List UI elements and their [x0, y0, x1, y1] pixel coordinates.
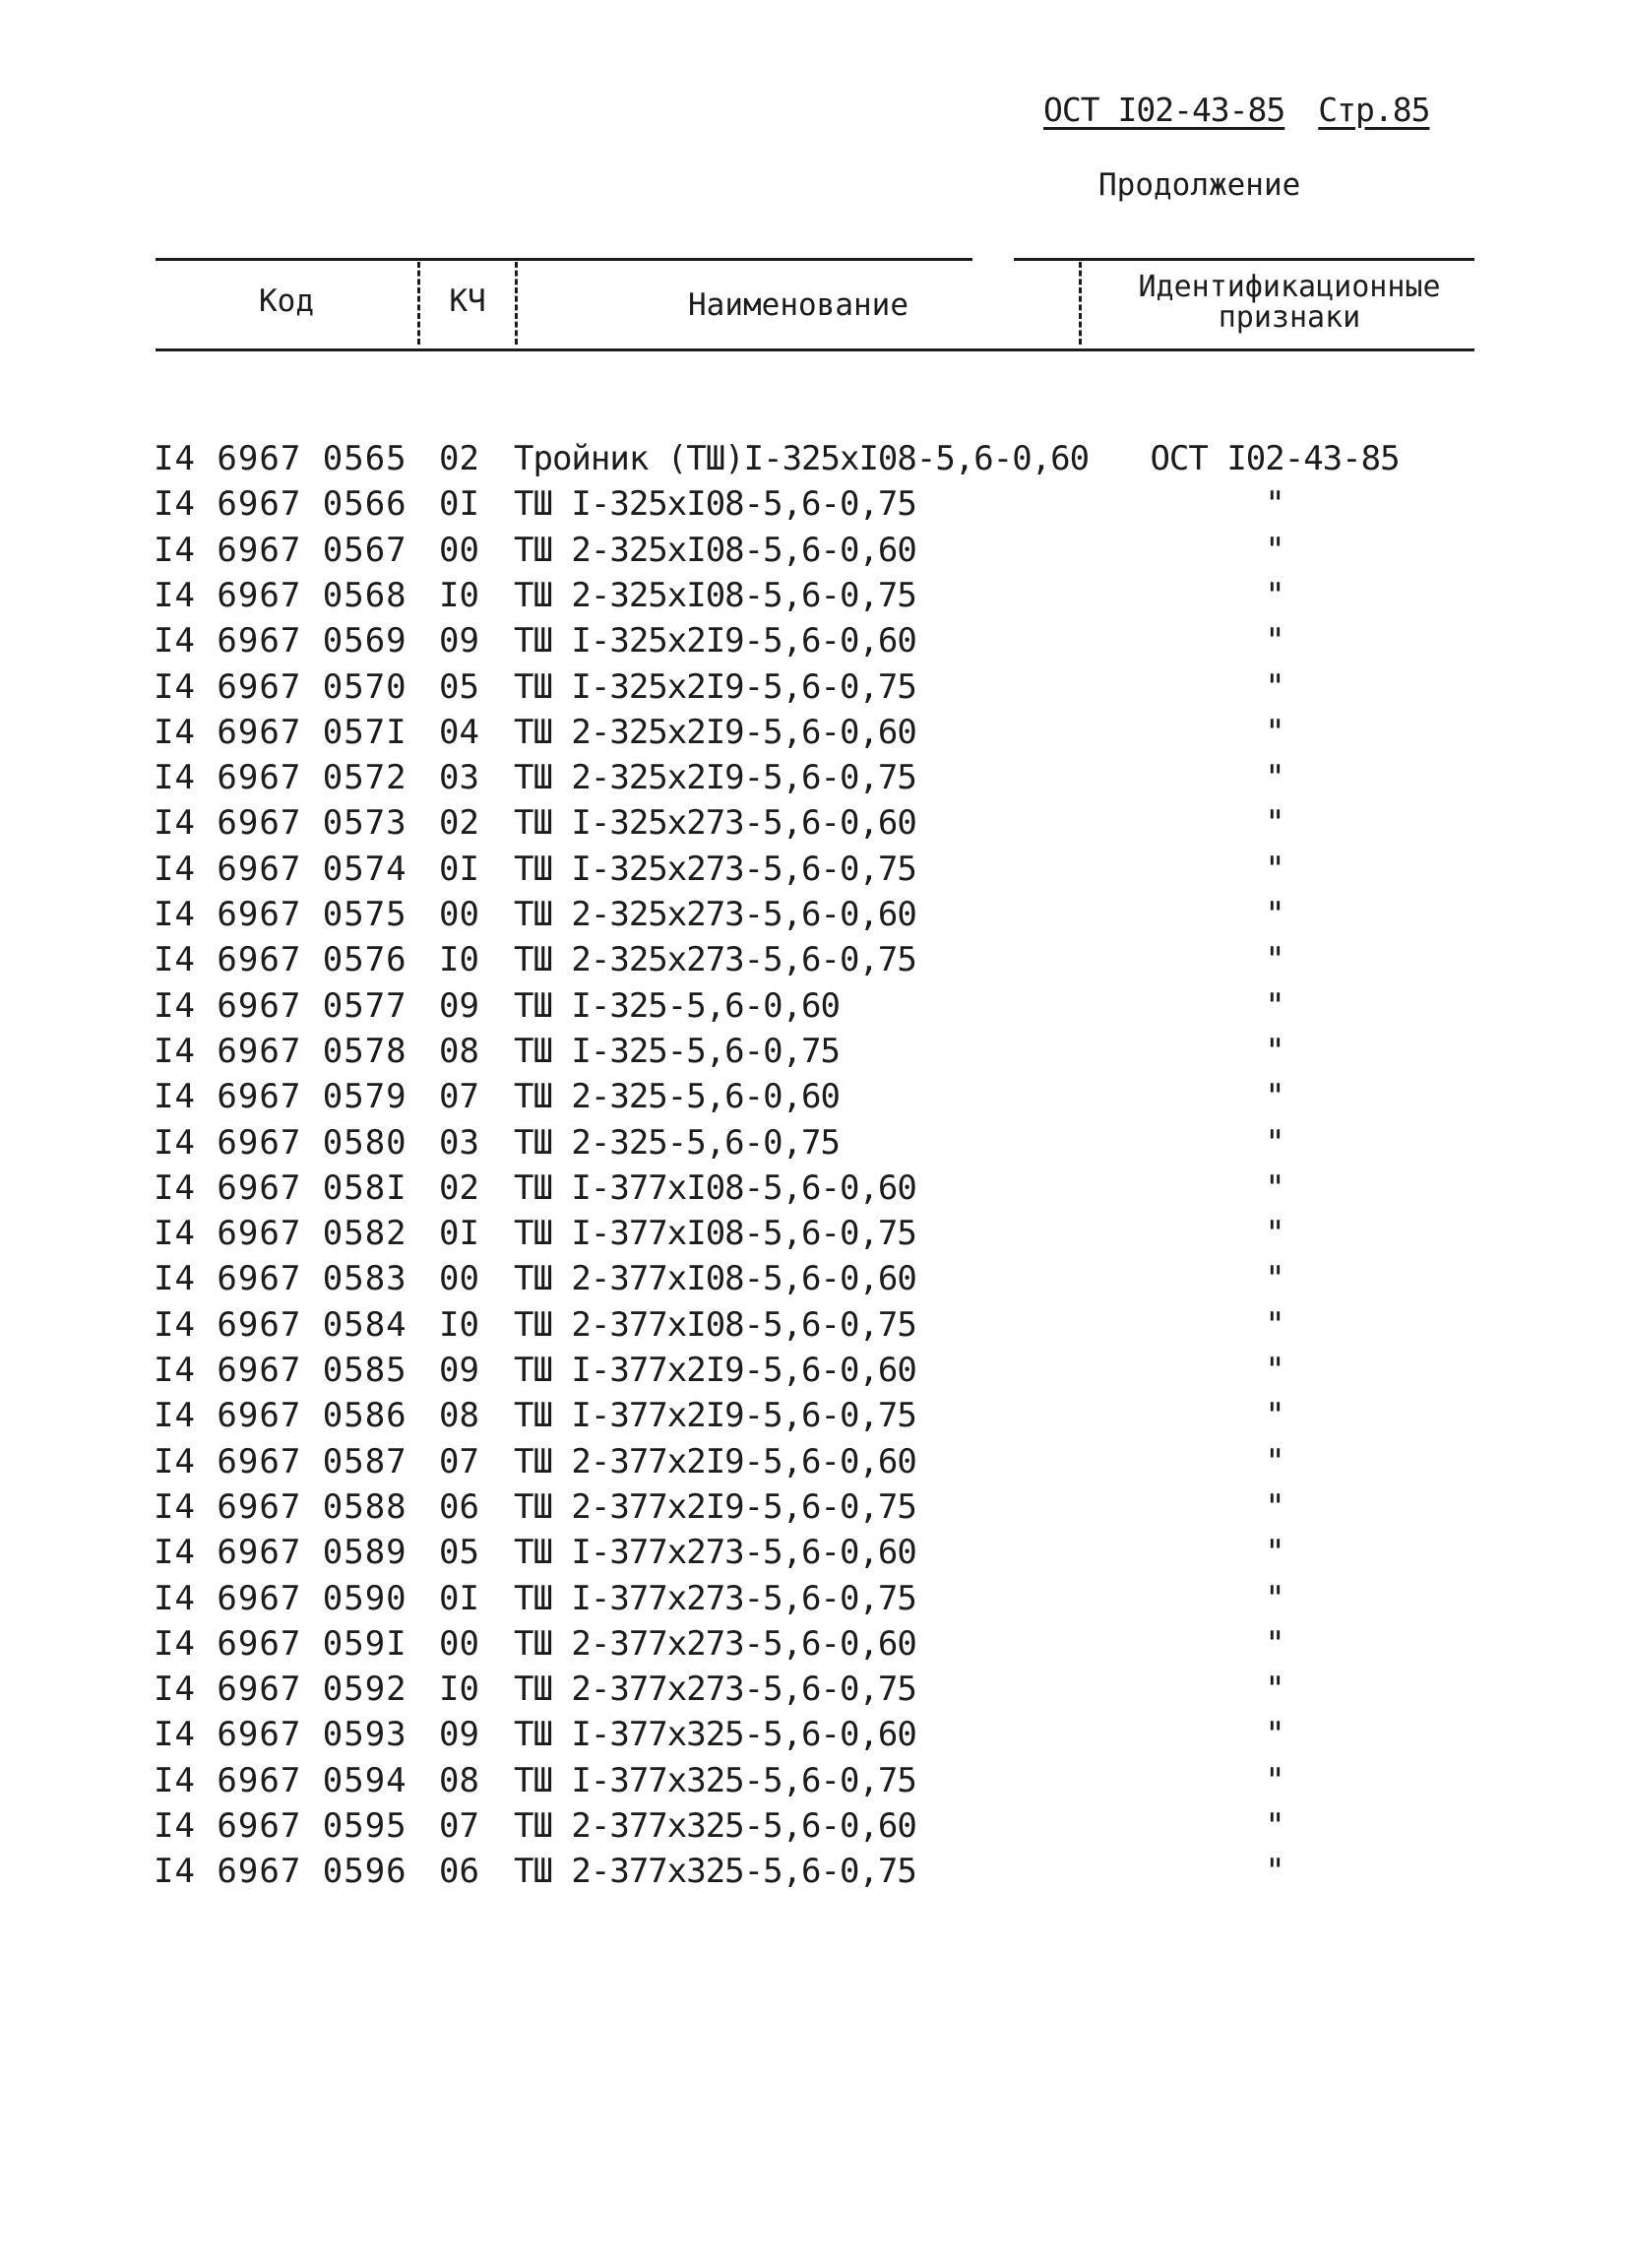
cell-code: I4 6967 0567 — [154, 530, 407, 570]
cell-ident: " — [1265, 1760, 1284, 1800]
cell-kch: 06 — [439, 1852, 479, 1892]
table-row — [0, 1259, 1628, 1304]
cell-ident: " — [1265, 1396, 1284, 1436]
cell-code: I4 6967 0586 — [154, 1396, 407, 1436]
cell-code: I4 6967 0578 — [154, 1031, 407, 1071]
cell-ident: " — [1265, 849, 1284, 889]
cell-name: ТШ 2-325х2I9-5,6-0,60 — [514, 712, 916, 752]
column-header-ident: Идентификационные признаки — [1138, 270, 1441, 335]
cell-name: ТШ 2-377х2I9-5,6-0,75 — [514, 1486, 916, 1527]
cell-name: ТШ 2-325хI08-5,6-0,60 — [514, 530, 916, 570]
table-row — [0, 1806, 1628, 1852]
cell-code: I4 6967 0572 — [154, 758, 407, 798]
cell-code: I4 6967 0577 — [154, 985, 407, 1026]
cell-code: I4 6967 0568 — [154, 575, 407, 615]
page-header — [1043, 91, 1430, 129]
standard-number: ОСТ I02-43-85 — [1043, 91, 1285, 129]
cell-kch: 0I — [439, 849, 479, 889]
cell-name: ТШ 2-377хI08-5,6-0,75 — [514, 1304, 916, 1345]
cell-kch: 02 — [439, 1167, 479, 1208]
cell-kch: I0 — [439, 575, 479, 615]
cell-ident: " — [1265, 1486, 1284, 1527]
cell-ident: " — [1265, 1670, 1284, 1710]
page-number: Стр.85 — [1318, 91, 1430, 129]
table-row — [0, 531, 1628, 576]
cell-code: I4 6967 0596 — [154, 1852, 407, 1892]
table-row — [0, 1579, 1628, 1624]
continuation-label: Продолжение — [1098, 167, 1301, 203]
cell-ident: " — [1265, 1351, 1284, 1390]
header-top-rule-right — [1014, 258, 1474, 261]
cell-name: ТШ I-377х273-5,6-0,75 — [514, 1578, 916, 1618]
table-row — [0, 1852, 1628, 1897]
table-row — [0, 667, 1628, 713]
cell-kch: 00 — [439, 1623, 479, 1664]
cell-code: I4 6967 0582 — [154, 1214, 407, 1254]
cell-code: I4 6967 0570 — [154, 666, 407, 707]
column-header-kch: КЧ — [449, 284, 486, 319]
cell-name: ТШ I-377х2I9-5,6-0,60 — [514, 1351, 916, 1390]
cell-name: ТШ I-325х2I9-5,6-0,75 — [514, 666, 916, 707]
cell-kch: 08 — [439, 1396, 479, 1436]
cell-name: ТШ I-325-5,6-0,75 — [514, 1031, 840, 1071]
cell-kch: 07 — [439, 1806, 479, 1846]
table-row — [0, 1305, 1628, 1351]
cell-ident: " — [1265, 1578, 1284, 1618]
table-row — [0, 1123, 1628, 1168]
cell-code: I4 6967 0576 — [154, 940, 407, 980]
cell-ident: " — [1265, 1031, 1284, 1071]
cell-code: I4 6967 0566 — [154, 484, 407, 525]
cell-kch: 09 — [439, 985, 479, 1026]
table-row — [0, 986, 1628, 1032]
column-header-code: Код — [259, 284, 314, 319]
cell-name: ТШ 2-325хI08-5,6-0,75 — [514, 575, 916, 615]
cell-ident: " — [1265, 1077, 1284, 1117]
cell-ident: " — [1265, 484, 1284, 525]
cell-kch: I0 — [439, 1304, 479, 1345]
table-row — [0, 1761, 1628, 1806]
cell-code: I4 6967 0569 — [154, 621, 407, 662]
cell-name: ТШ 2-377х325-5,6-0,60 — [514, 1806, 916, 1846]
cell-name: ТШ I-377хI08-5,6-0,60 — [514, 1167, 916, 1208]
table-row — [0, 1442, 1628, 1487]
cell-ident: " — [1265, 1852, 1284, 1892]
cell-kch: 00 — [439, 1259, 479, 1299]
table-row — [0, 621, 1628, 666]
cell-name: ТШ 2-377х273-5,6-0,75 — [514, 1670, 916, 1710]
table-row — [0, 1715, 1628, 1760]
cell-code: I4 6967 0588 — [154, 1486, 407, 1527]
cell-code: I4 6967 0590 — [154, 1578, 407, 1618]
column-header-name: Наименование — [688, 287, 908, 323]
cell-code: I4 6967 0585 — [154, 1351, 407, 1390]
cell-kch: 09 — [439, 1715, 479, 1755]
cell-ident: " — [1265, 985, 1284, 1026]
cell-kch: 05 — [439, 666, 479, 707]
cell-name: ТШ I-377х325-5,6-0,60 — [514, 1715, 916, 1755]
cell-code: I4 6967 0593 — [154, 1715, 407, 1755]
cell-code: I4 6967 0565 — [154, 439, 407, 478]
cell-kch: 0I — [439, 1578, 479, 1618]
cell-kch: 0I — [439, 484, 479, 525]
cell-name: ТШ 2-325х2I9-5,6-0,75 — [514, 758, 916, 798]
cell-code: I4 6967 059I — [154, 1623, 407, 1664]
cell-name: ТШ I-325х273-5,6-0,60 — [514, 803, 916, 844]
cell-ident: " — [1265, 1441, 1284, 1481]
header-bottom-rule — [156, 348, 1474, 351]
table-row — [0, 940, 1628, 985]
table-row — [0, 758, 1628, 803]
cell-ident: " — [1265, 621, 1284, 662]
cell-name: ТШ 2-325-5,6-0,75 — [514, 1122, 840, 1163]
cell-kch: 09 — [439, 1351, 479, 1390]
cell-code: I4 6967 0589 — [154, 1533, 407, 1573]
table-row — [0, 576, 1628, 621]
cell-code: I4 6967 0580 — [154, 1122, 407, 1163]
cell-ident: " — [1265, 895, 1284, 934]
cell-code: I4 6967 0584 — [154, 1304, 407, 1345]
cell-name: ТШ 2-325х273-5,6-0,60 — [514, 895, 916, 934]
cell-code: I4 6967 057I — [154, 712, 407, 752]
cell-kch: I0 — [439, 1670, 479, 1710]
table-row — [0, 1487, 1628, 1533]
table-row — [0, 713, 1628, 758]
cell-kch: 03 — [439, 1122, 479, 1163]
cell-name: ТШ I-325-5,6-0,60 — [514, 985, 840, 1026]
cell-ident: " — [1265, 666, 1284, 707]
cell-name: ТШ I-325х273-5,6-0,75 — [514, 849, 916, 889]
table-row — [0, 1032, 1628, 1077]
cell-ident: " — [1265, 1806, 1284, 1846]
header-divider — [1079, 262, 1082, 345]
cell-kch: I0 — [439, 940, 479, 980]
cell-code: I4 6967 058I — [154, 1167, 407, 1208]
cell-name: ТШ I-325х2I9-5,6-0,60 — [514, 621, 916, 662]
cell-ident: " — [1265, 940, 1284, 980]
cell-code: I4 6967 0574 — [154, 849, 407, 889]
cell-ident: " — [1265, 1214, 1284, 1254]
cell-ident: " — [1265, 1623, 1284, 1664]
cell-kch: 03 — [439, 758, 479, 798]
table-row — [0, 1624, 1628, 1670]
cell-name: ТШ I-377хI08-5,6-0,75 — [514, 1214, 916, 1254]
cell-kch: 02 — [439, 803, 479, 844]
cell-kch: 02 — [439, 439, 479, 478]
table-row — [0, 484, 1628, 530]
cell-code: I4 6967 0595 — [154, 1806, 407, 1846]
cell-name: ТШ 2-377х325-5,6-0,75 — [514, 1852, 916, 1892]
cell-name: ТШ 2-325-5,6-0,60 — [514, 1077, 840, 1117]
cell-kch: 07 — [439, 1441, 479, 1481]
cell-ident: " — [1265, 1122, 1284, 1163]
cell-code: I4 6967 0592 — [154, 1670, 407, 1710]
table-row — [0, 850, 1628, 895]
cell-ident: " — [1265, 1715, 1284, 1755]
header-top-rule — [156, 258, 972, 261]
table-row — [0, 1214, 1628, 1259]
table-row — [0, 1077, 1628, 1122]
table-row — [0, 803, 1628, 849]
cell-kch: 05 — [439, 1533, 479, 1573]
cell-name: ТШ 2-325х273-5,6-0,75 — [514, 940, 916, 980]
table-row — [0, 1533, 1628, 1578]
cell-kch: 04 — [439, 712, 479, 752]
cell-kch: 09 — [439, 621, 479, 662]
cell-code: I4 6967 0587 — [154, 1441, 407, 1481]
cell-code: I4 6967 0579 — [154, 1077, 407, 1117]
table-row — [0, 1396, 1628, 1441]
cell-kch: 08 — [439, 1760, 479, 1800]
cell-code: I4 6967 0594 — [154, 1760, 407, 1800]
cell-name: ТШ 2-377х273-5,6-0,60 — [514, 1623, 916, 1664]
cell-ident: " — [1265, 1533, 1284, 1573]
cell-ident: " — [1265, 1259, 1284, 1299]
cell-code: I4 6967 0575 — [154, 895, 407, 934]
cell-ident: " — [1265, 1304, 1284, 1345]
cell-name: ТШ I-377х2I9-5,6-0,75 — [514, 1396, 916, 1436]
cell-name: ТШ I-325хI08-5,6-0,75 — [514, 484, 916, 525]
cell-name: ТШ 2-377х2I9-5,6-0,60 — [514, 1441, 916, 1481]
cell-name: ТШ I-377х273-5,6-0,60 — [514, 1533, 916, 1573]
table-row — [0, 895, 1628, 940]
cell-kch: 06 — [439, 1486, 479, 1527]
cell-code: I4 6967 0573 — [154, 803, 407, 844]
cell-kch: 0I — [439, 1214, 479, 1254]
table-row — [0, 439, 1628, 484]
cell-ident: ОСТ I02-43-85 — [1150, 439, 1400, 478]
cell-ident: " — [1265, 803, 1284, 844]
table-row — [0, 1670, 1628, 1715]
cell-ident: " — [1265, 1167, 1284, 1208]
cell-name: Тройник (ТШ)I-325хI08-5,6-0,60 — [514, 439, 1090, 478]
cell-code: I4 6967 0583 — [154, 1259, 407, 1299]
cell-kch: 00 — [439, 895, 479, 934]
cell-kch: 08 — [439, 1031, 479, 1071]
cell-ident: " — [1265, 530, 1284, 570]
cell-name: ТШ I-377х325-5,6-0,75 — [514, 1760, 916, 1800]
table-row — [0, 1351, 1628, 1396]
cell-name: ТШ 2-377хI08-5,6-0,60 — [514, 1259, 916, 1299]
cell-ident: " — [1265, 575, 1284, 615]
cell-ident: " — [1265, 712, 1284, 752]
table-row — [0, 1168, 1628, 1214]
cell-kch: 07 — [439, 1077, 479, 1117]
cell-kch: 00 — [439, 530, 479, 570]
cell-ident: " — [1265, 758, 1284, 798]
